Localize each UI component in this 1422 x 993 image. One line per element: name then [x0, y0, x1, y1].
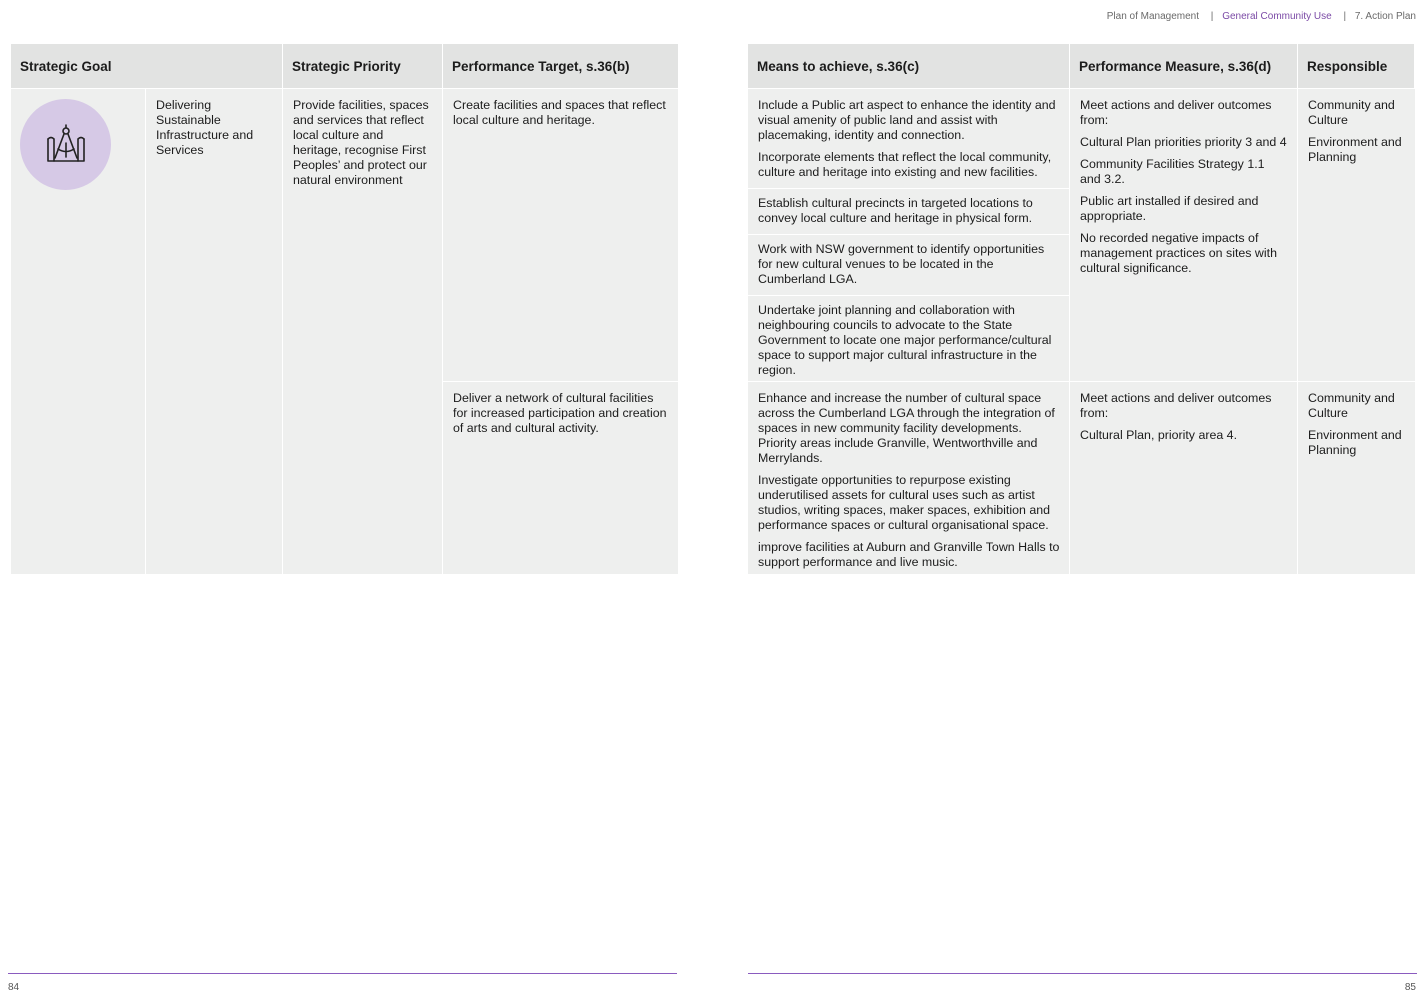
strategic-goal-text: Delivering Sustainable Infrastructure and Services	[146, 88, 283, 574]
header-means: Means to achieve, s.36(c)	[748, 44, 1070, 88]
means-cell-row2	[748, 381, 1070, 574]
goal-icon-cell	[11, 88, 146, 574]
footer-rule-right	[748, 973, 1417, 974]
measure-text: Cultural Plan priorities priority 3 and 4	[1080, 135, 1287, 149]
compass-drafting-icon	[42, 121, 90, 169]
performance-target-2: Deliver a network of cultural facilities for increased participation and creation of arts and cultural activity.	[443, 381, 678, 574]
responsible-cell-row1	[1298, 88, 1415, 381]
means-item	[748, 295, 1069, 381]
header-section: General Community Use	[1222, 11, 1332, 22]
performance-target-1: Create facilities and spaces that reflect local culture and heritage.	[443, 88, 678, 381]
responsible-text: Environment and Planning	[1308, 135, 1402, 164]
responsible-text: Community and Culture	[1308, 98, 1395, 127]
header-separator: |	[1343, 11, 1347, 22]
measure-cell-row1	[1070, 88, 1298, 381]
measure-cell-row2	[1070, 381, 1298, 574]
measure-text: Cultural Plan, priority area 4.	[1080, 428, 1238, 442]
means-text: Incorporate elements that reflect the local community, culture and heritage into existing and new facilities.	[758, 150, 1052, 179]
measure-text: Meet actions and deliver outcomes from:	[1080, 391, 1272, 420]
header-strategic-goal: Strategic Goal	[11, 44, 283, 88]
responsible-text: Community and Culture	[1308, 391, 1395, 420]
means-text: Investigate opportunities to repurpose existing underutilised assets for cultural uses such as artist studios, writing spaces, maker spaces, exhibition and performance spaces or cultural organisational space.	[758, 473, 1051, 532]
means-text: Undertake joint planning and collaboration with neighbouring councils to advocate to the State Government to locate one major performance/cultural space to support major cultural infrastructure in the region.	[758, 303, 1052, 377]
measure-text: No recorded negative impacts of management practices on sites with cultural significance.	[1080, 231, 1277, 275]
header-measure: Performance Measure, s.36(d)	[1070, 44, 1298, 88]
strategy-table	[11, 44, 678, 574]
measure-text: Public art installed if desired and appropriate.	[1080, 194, 1259, 223]
action-table	[748, 44, 1415, 574]
responsible-text: Environment and Planning	[1308, 428, 1402, 457]
goal-icon-badge	[20, 99, 111, 190]
header-strategic-priority: Strategic Priority	[283, 44, 443, 88]
means-cell-row1	[748, 88, 1070, 381]
means-text: Establish cultural precincts in targeted locations to convey local culture and heritage in physical form.	[758, 196, 1033, 225]
header-responsible: Responsible	[1298, 44, 1415, 88]
header-separator: |	[1210, 11, 1214, 22]
running-header	[1107, 11, 1416, 22]
header-chapter: 7. Action Plan	[1354, 11, 1416, 22]
means-item	[748, 188, 1069, 234]
means-text: improve facilities at Auburn and Granville Town Halls to support performance and live music.	[758, 540, 1060, 569]
header-doc: Plan of Management	[1106, 11, 1200, 22]
measure-text: Meet actions and deliver outcomes from:	[1080, 98, 1272, 127]
means-text: Include a Public art aspect to enhance the identity and visual amenity of public land and assist with placemaking, identity and connection.	[758, 98, 1056, 142]
footer-rule-left	[8, 973, 677, 974]
means-item	[748, 234, 1069, 295]
page-number-left: 84	[8, 982, 20, 993]
means-text: Work with NSW government to identify opportunities for new cultural venues to be located in the Cumberland LGA.	[758, 242, 1045, 286]
measure-text: Community Facilities Strategy 1.1 and 3.2.	[1080, 157, 1265, 186]
responsible-cell-row2	[1298, 381, 1415, 574]
page-number-right: 85	[1404, 982, 1416, 993]
strategic-priority-text: Provide facilities, spaces and services that reflect local culture and heritage, recognise First Peoples’ and protect our natural environment	[283, 88, 443, 574]
means-item	[748, 89, 1069, 188]
means-text: Enhance and increase the number of cultural space across the Cumberland LGA through the integration of spaces in new community facility developments. Priority areas include Granville, Wentworthville and Merrylands.	[758, 391, 1055, 465]
header-performance-target: Performance Target, s.36(b)	[443, 44, 678, 88]
